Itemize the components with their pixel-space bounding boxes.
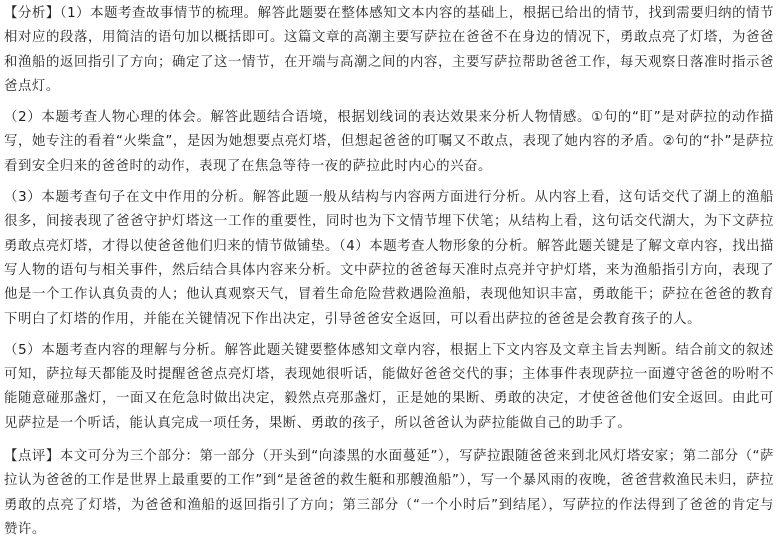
analysis-paragraph-1: 【分析】（1）本题考查故事情节的梳理。解答此题要在整体感知文本内容的基础上，根据已给出的情节，找到需要归纳的情节相对应的段落，用简洁的语句加以概括即可。这篇文章的高潮主要写萨拉在爸爸不在身边的情况下，勇敢点亮了灯塔，为爸爸和渔船的返回指引了方向；确定了这一情节，在开端与高潮之间的内容，主要写萨拉帮助爸爸工作，每天观察日落准时指示爸爸点灯。 <box>4 6 774 94</box>
analysis-paragraph-5: （5）本题考查内容的理解与分析。解答此题关键要整体感知文章内容，根据上下文内容及文章主旨去判断。结合前文的叙述可知，萨拉每天都能及时提醒爸爸点亮灯塔，表现她很听话，能做好爸爸交代的事；主体事件表现萨拉一面遵守爸爸的吩咐不能随意碰那盏灯，一面又在危急时做出决定，毅然点亮那盏灯，正是她的果断、勇敢的决定，才使爸爸他们安全返回。由此可见萨拉是一个听话，能认真完成一项任务，果断、勇敢的孩子，所以爸爸认为萨拉能做自己的助手了。 <box>4 342 774 431</box>
review-paragraph: 【点评】本文可分为三个部分：第一部分（开头到“向漆黑的水面蔓延”），写萨拉跟随爸爸来到北风灯塔安家；第二部分（“萨拉认为爸爸的工作是世界上最重要的工作”到“是爸爸的救生艇和那艘渔船”），写一个暴风雨的夜晚，爸爸营救渔民未归，萨拉勇敢的点亮了灯塔，为爸爸和渔船的返回指引了方向；第三部分（“一个小时后”到结尾），写萨拉的作法得到了爸爸的肯定与赞许。 <box>4 449 774 537</box>
analysis-paragraph-2: （2）本题考查人物心理的体会。解答此题结合语境，根据划线词的表达效果来分析人物情感。①句的“盯”是对萨拉的动作描写，她专注的看着“火柴盒”，是因为她想要点亮灯塔，但想起爸爸的叮嘱又不敢点，表现了她内容的矛盾。②句的“扑”是萨拉看到安全归来的爸爸时的动作，表现了在焦急等待一夜的萨拉此时内心的兴奋。 <box>4 110 774 174</box>
analysis-paragraph-3-4: （3）本题考查句子在文中作用的分析。解答此题一般从结构与内容两方面进行分析。从内容上看，这句话交代了湖上的渔船很多，间接表现了爸爸守护灯塔这一工作的重要性，同时也为下文情节埋下伏笔；从结构上看，这句话交代湖大，为下文萨拉勇敢点亮灯塔，才得以使爸爸他们归来的情节做铺垫。（4）本题考查人物形象的分析。解答此题关键是了解文章内容，找出描写人物的语句与相关事件，然后结合具体内容来分析。文中萨拉的爸爸每天准时点亮并守护灯塔，来为渔船指引方向，表现了他是一个工作认真负责的人；他认真观察天气，冒着生命危险营救遇险渔船，表现他知识丰富，勇敢能干；萨拉在爸爸的教育下明白了灯塔的作用，并能在关键情况下作出决定，引导爸爸安全返回，可以看出萨拉的爸爸是会教育孩子的人。 <box>4 190 774 327</box>
